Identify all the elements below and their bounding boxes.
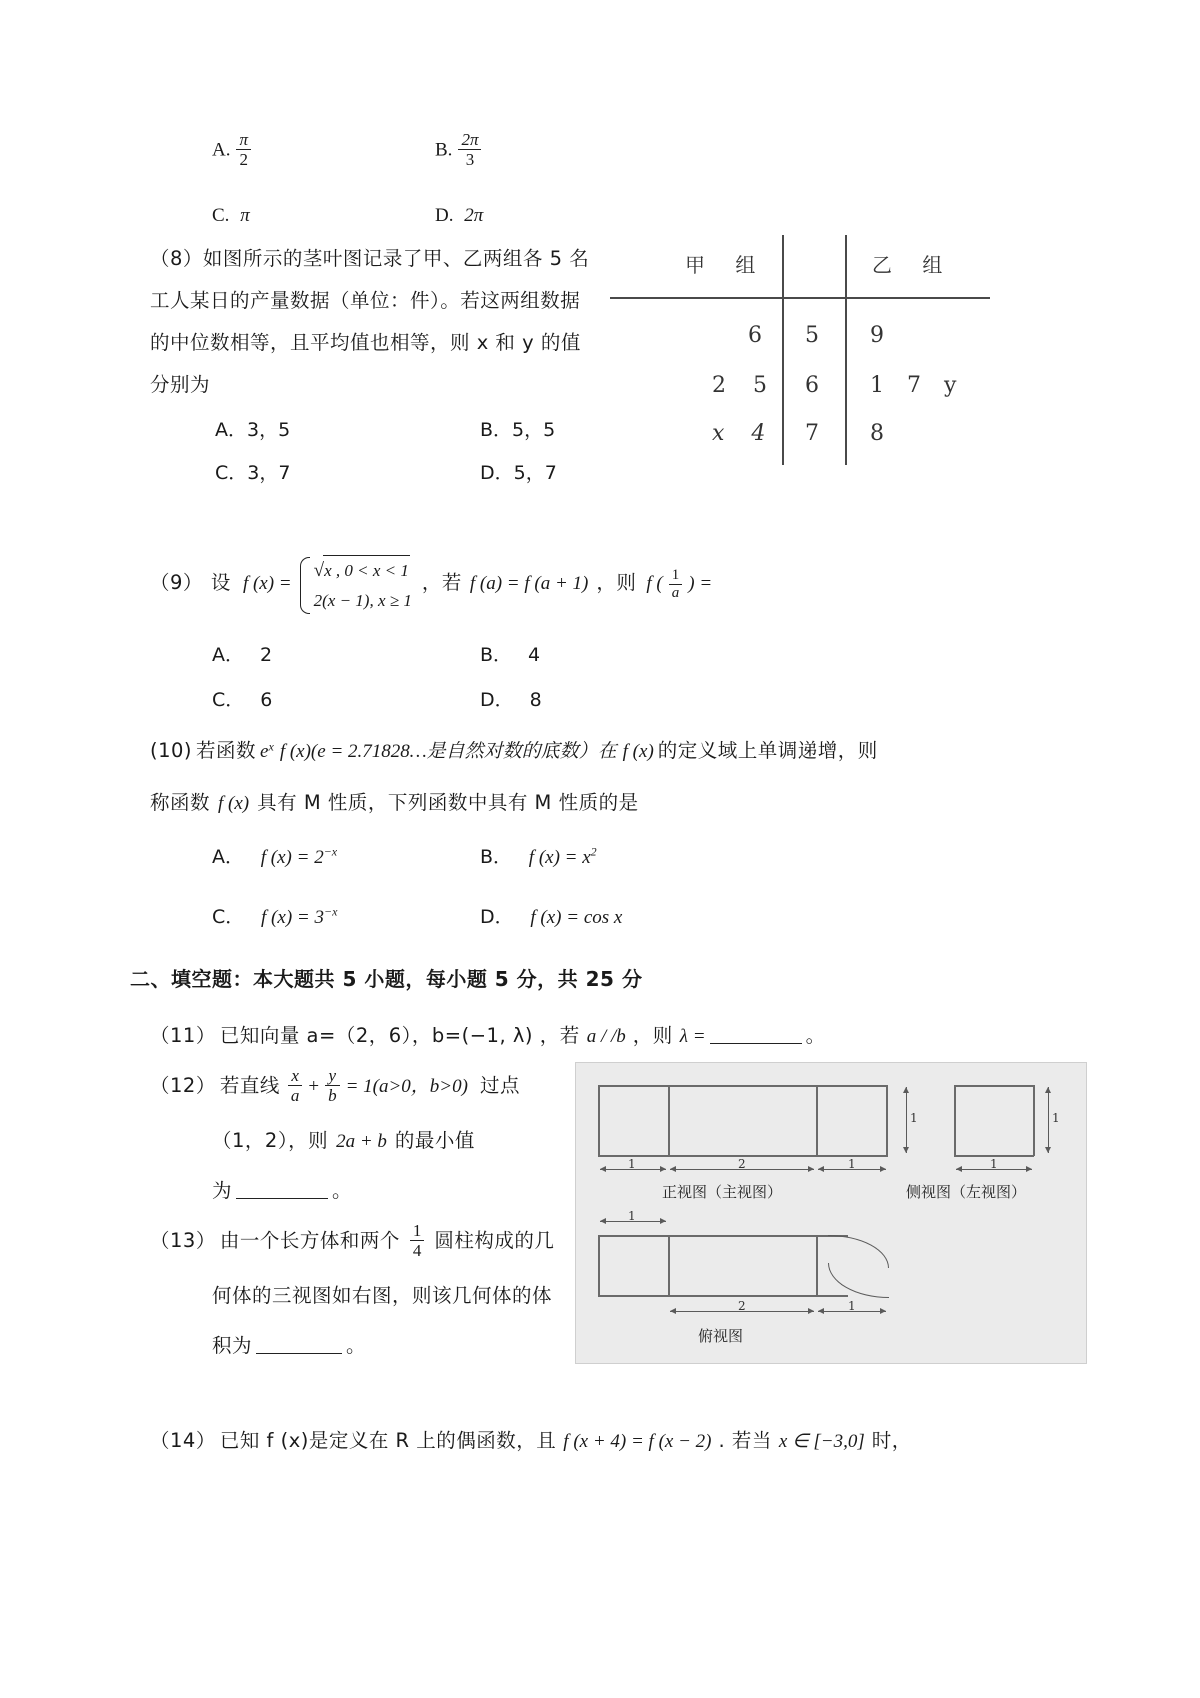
q9-option-d-text: 8 (529, 689, 542, 711)
q12-line-1 (150, 1065, 520, 1107)
front-dim-1: 1 (628, 1157, 636, 1171)
q10-option-d-label: D． (480, 906, 514, 928)
q8-option-d (480, 458, 557, 485)
side-dim-height: 1 (1052, 1111, 1060, 1125)
q9-piece-1 (314, 555, 412, 586)
q10-number: (10) (150, 739, 193, 762)
top-dim-1: 1 (628, 1209, 636, 1223)
q11-parallel-expr: a / /b (586, 1026, 626, 1047)
top-view-top-edge (598, 1235, 848, 1237)
q7-option-d-value: 2π (464, 205, 484, 226)
q11-period: 。 (805, 1024, 826, 1047)
q11-lambda: λ = (679, 1026, 706, 1047)
caption-side-view: 侧视图（左视图） (906, 1183, 1027, 1201)
q12-line-3-label: 为 (212, 1179, 233, 1202)
stem-leaf-row-1-right: 9 (870, 323, 884, 348)
stem-leaf-row-2-left: 2 5 (712, 373, 777, 398)
q7-option-c-label: C. (212, 205, 230, 226)
stem-leaf-hrule (610, 297, 990, 299)
q10-line-1-e: 的定义域上单调递增，则 (657, 739, 878, 762)
front-view-divider-1 (668, 1085, 670, 1156)
caption-front-view: 正视图（主视图） (662, 1183, 783, 1201)
q14-text-a: 已知 f (x)是定义在 R 上的偶函数，且 (219, 1429, 557, 1452)
q13-number: （13） (150, 1229, 216, 1252)
q12-line-2-c: 的最小值 (394, 1129, 475, 1152)
q12-number: （12） (150, 1074, 216, 1097)
q10-option-c (212, 902, 337, 929)
stem-leaf-row-3-right: 8 (870, 421, 884, 446)
q14-functional-equation: f (x + 4) = f (x − 2) (563, 1431, 712, 1452)
q14-number: （14） (150, 1429, 216, 1452)
q13-fraction: $\frac{1}{4}$ (410, 1221, 425, 1260)
q10-line-2-a: 称函数 (150, 791, 211, 814)
stem-leaf-figure (590, 235, 990, 485)
q11 (150, 1015, 826, 1057)
q7-option-c (212, 205, 250, 227)
top-view-left-edge (598, 1235, 600, 1295)
q7-option-a-fraction: $\frac{\pi}{2}$ (236, 130, 251, 169)
front-dim-2: 2 (738, 1157, 746, 1171)
q10-line-1-d: f (x) (622, 741, 654, 762)
caption-top-view: 俯视图 (698, 1327, 744, 1345)
q7-option-c-value: π (240, 205, 250, 226)
q9-option-c-label: C． (212, 689, 245, 711)
q10-e-base: e (260, 741, 269, 762)
q12-line-2 (212, 1120, 475, 1162)
q8-line-1: 如图所示的茎叶图记录了甲、乙两组各 5 名 (202, 247, 590, 270)
q10-option-b (480, 842, 597, 869)
q11-text-a: 已知向量 a=（2，6），b=(−1, λ) ，若 (219, 1024, 580, 1047)
q10-option-c-label: C． (212, 906, 245, 928)
q10-line-2-b: f (x) (218, 793, 250, 814)
q10-option-a-label: A． (212, 846, 244, 868)
q12-tail: 过点 (479, 1074, 520, 1097)
front-dim-3: 1 (848, 1157, 856, 1171)
stem-leaf-row-1-stem: 5 (805, 323, 819, 348)
q14-text-c: . 若当 (718, 1429, 772, 1452)
q9-option-b (480, 640, 540, 667)
q10-option-b-text: f (x) = x (528, 847, 591, 868)
stem-leaf-row-1-left: 6 (748, 323, 762, 348)
side-view-right-edge (1033, 1085, 1035, 1156)
q8-number: （8） (150, 247, 203, 270)
q12-expression: 2a + b (336, 1131, 387, 1152)
top-view-bottom-edge (598, 1295, 848, 1297)
top-view-divider-2 (816, 1235, 818, 1295)
q8-option-a (215, 415, 290, 442)
stem-leaf-right-title: 乙 组 (872, 253, 955, 277)
q8-option-b (480, 415, 555, 442)
three-view-figure (575, 1062, 1087, 1364)
q10-line-1-a: 若函数 (196, 739, 257, 762)
q9-option-a-text: 2 (260, 644, 273, 666)
q9-option-b-label: B． (480, 644, 513, 666)
q9-then: ，则 (596, 571, 637, 595)
q9-option-a-label: A． (212, 644, 244, 666)
q9-option-d (480, 685, 542, 712)
q8-option-d-label: D． (480, 462, 514, 484)
q7-option-b-label: B. (435, 139, 453, 161)
q13-period: 。 (346, 1334, 367, 1357)
q12-prefix: 若直线 (219, 1074, 280, 1097)
q12-equation: = 1(a>0，b>0) (345, 1076, 468, 1097)
q8-line-4: 分别为 (150, 373, 211, 396)
q13-line-2: 何体的三视图如右图，则该几何体的体 (212, 1284, 553, 1307)
q10-option-a-sup: −x (323, 844, 338, 859)
q13-line-1 (150, 1220, 554, 1262)
front-dim-height: 1 (910, 1111, 918, 1125)
q12-period: 。 (332, 1179, 353, 1202)
q9-option-a (212, 640, 272, 667)
q10-option-d-text: f (x) = cos x (530, 907, 623, 928)
q9-stem (150, 555, 712, 616)
side-view-top-edge (954, 1085, 1034, 1087)
q8-option-d-text: 5，7 (513, 462, 557, 484)
front-dim-height-line (906, 1087, 907, 1153)
q12-fraction-x-a: $\frac{x}{a}$ (288, 1066, 303, 1105)
q7-option-b-fraction: $\frac{2\pi}{3}$ (458, 130, 481, 169)
q9-prefix: 设 (210, 571, 231, 595)
q8-option-c (215, 458, 290, 485)
q10-option-b-sup: 2 (590, 844, 597, 859)
q14 (150, 1420, 912, 1462)
q13-line-3 (212, 1325, 366, 1367)
q9-target-suffix: ) = (688, 573, 713, 595)
q11-answer-blank[interactable] (710, 1026, 802, 1044)
q10-line-2-c: 具有 M 性质，下列函数中具有 M 性质的是 (257, 791, 639, 814)
q9-mid: ，若 (421, 571, 462, 595)
q12-line-2-a: （1，2），则 (212, 1129, 329, 1152)
stem-leaf-left-title: 甲 组 (685, 253, 768, 277)
q12-answer-blank[interactable] (236, 1181, 328, 1199)
q9-number: （9） (150, 571, 203, 595)
stem-leaf-row-3-left: x 4 (712, 421, 776, 446)
q8-line-3: 的中位数相等，且平均值也相等，则 x 和 y 的值 (150, 331, 581, 354)
q10-option-c-sup: −x (323, 904, 338, 919)
front-view-right-edge (886, 1085, 888, 1156)
stem-leaf-row-2-stem: 6 (805, 373, 819, 398)
stem-leaf-row-3-stem: 7 (805, 421, 819, 446)
q8-option-a-text: 3，5 (247, 419, 291, 441)
stem-leaf-vrule-right (845, 235, 847, 465)
q11-text-c: ，则 (632, 1024, 673, 1047)
q14-text-e: 时， (871, 1429, 912, 1452)
q9-function-name: f (x) = (242, 573, 292, 595)
q9-piecewise (300, 555, 412, 616)
q13-line-3-label: 积为 (212, 1334, 253, 1357)
top-view-arc-lower (828, 1263, 889, 1298)
front-view-divider-2 (816, 1085, 818, 1156)
side-view-left-edge (954, 1085, 956, 1156)
q9-option-c (212, 685, 272, 712)
side-dim-height-line (1048, 1087, 1049, 1153)
q10-option-c-text: f (x) = 3 (261, 907, 324, 928)
q7-option-a-label: A. (212, 139, 231, 161)
q13-line-1-b: 圆柱构成的几 (434, 1229, 555, 1252)
stem-leaf-vrule-left (782, 235, 784, 465)
q8-option-c-text: 3，7 (247, 462, 291, 484)
q9-piece-2: 2(x − 1), x ≥ 1 (313, 591, 412, 610)
sqrt-icon: √x , 0 < x < 1 (314, 555, 410, 586)
q10-option-a-text: f (x) = 2 (260, 847, 324, 868)
q9-target-prefix: f ( (646, 573, 663, 595)
q10-line-1-c: f (x)(e = 2.71828…是自然对数的底数）在 (279, 741, 617, 762)
q9-option-b-text: 4 (528, 644, 541, 666)
q9-target-fraction: $\frac{1}{a}$ (669, 567, 683, 602)
q10-option-b-label: B． (480, 846, 513, 868)
q14-domain: x ∈ [−3,0] (778, 1431, 865, 1452)
q8-option-b-text: 5，5 (512, 419, 556, 441)
q12-line-3 (212, 1170, 352, 1212)
front-view-left-edge (598, 1085, 600, 1156)
q8-option-b-label: B． (480, 419, 513, 441)
q7-option-d (435, 205, 483, 227)
q13-line-1-a: 由一个长方体和两个 (219, 1229, 400, 1252)
top-view-divider-1 (668, 1235, 670, 1295)
stem-leaf-row-2-right: 1 7 y (870, 373, 965, 398)
section-2-heading: 二、填空题：本大题共 5 小题，每小题 5 分，共 25 分 (130, 967, 643, 991)
side-dim-width: 1 (990, 1157, 998, 1171)
q12-fraction-y-b: $\frac{y}{b}$ (325, 1066, 340, 1105)
q7-option-d-label: D. (435, 205, 454, 226)
top-dim-2: 2 (738, 1299, 746, 1313)
q11-number: （11） (150, 1024, 216, 1047)
q7-option-b (435, 130, 483, 169)
top-dim-3: 1 (848, 1299, 856, 1313)
q7-option-a (212, 130, 253, 169)
q9-option-d-label: D． (480, 689, 514, 711)
q8-line-2: 工人某日的产量数据（单位：件）。若这两组数据 (150, 289, 581, 312)
q10-stem-line-2 (150, 782, 639, 824)
q9-option-c-text: 6 (260, 689, 273, 711)
q10-option-d (480, 902, 622, 929)
front-view-top-edge (598, 1085, 888, 1087)
q13-answer-blank[interactable] (256, 1336, 342, 1354)
q8-option-a-label: A． (215, 419, 247, 441)
q8-option-c-label: C． (215, 462, 248, 484)
q8-stem (150, 238, 600, 406)
page-content (130, 30, 1090, 1670)
q9-condition: f (a) = f (a + 1) (469, 573, 589, 595)
q12-plus: + (308, 1076, 320, 1097)
q10-option-a (212, 842, 337, 869)
q10-stem-line-1 (150, 730, 878, 772)
q10-e-exponent: x (268, 739, 274, 754)
